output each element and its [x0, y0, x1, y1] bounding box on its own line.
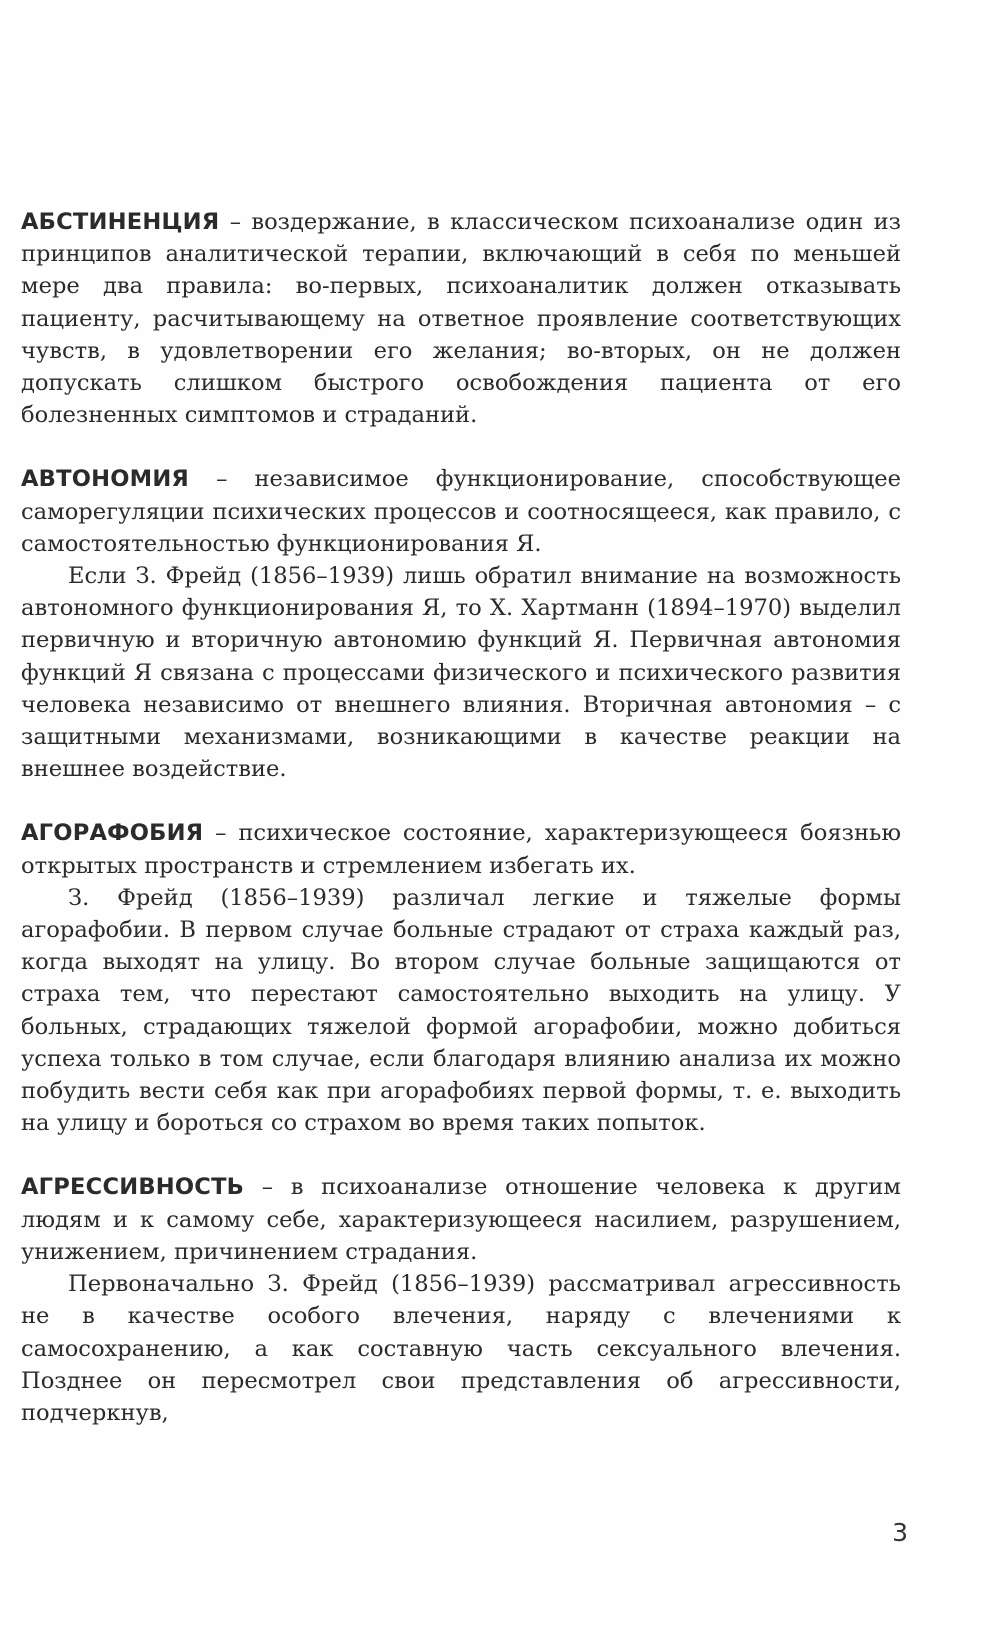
entry-term: АВТОНОМИЯ	[21, 466, 190, 493]
entry-paragraph: Если З. Фрейд (1856–1939) лишь обратил внимание на возможность автономного функционирования Я, то Х. Хартманн (1894–1970) выделил первичную и вторичную автономию функций Я. Первичная автономия функций Я связана с процессами физического и психического развития человека независимо от внешнего влияния. Вторичная автономия – с защитными механизмами, возникающими в качестве реакции на внешнее воздействие.	[21, 563, 901, 783]
entry-autonomy	[21, 463, 901, 785]
dictionary-text	[21, 206, 901, 1461]
definition-text: – в психоанализе отношение человека к другим людям и к самому себе, характеризующееся насилием, разрушением, унижением, причинением страдания.	[21, 1174, 901, 1265]
entry-term: АГРЕССИВНОСТЬ	[21, 1174, 245, 1201]
entry-aggressiveness	[21, 1171, 901, 1429]
definition-text: – воздержание, в классическом психоанализе один из принципов аналитической терапии, включающий в себя по меньшей мере два правила: во-первых, психоаналитик должен отказывать пациенту, расчитывающему на ответное проявление соответствующих чувств, в удовлетворении его желания; во-вторых, он не должен допускать слишком быстрого освобождения пациента от его болезненных симптомов и страданий.	[21, 209, 901, 429]
page-number: 3	[892, 1518, 908, 1547]
entry-definition	[21, 817, 901, 881]
entry-paragraph: Первоначально З. Фрейд (1856–1939) рассматривал агрессивность не в качестве особого влечения, наряду с влечениями к самосохранению, а как составную часть сексуального влечения. Позднее он пересмотрел свои представления об агрессивности, подчеркнув,	[21, 1271, 901, 1426]
entry-term: АГОРАФОБИЯ	[21, 820, 204, 847]
entry-definition	[21, 206, 901, 431]
definition-text: – независимое функционирование, способствующее саморегуляции психических процессов и соотносящееся, как правило, с самостоятельностью функционирования Я.	[21, 466, 901, 557]
definition-text: – психическое состояние, характеризующееся боязнью открытых пространств и стремлением избегать их.	[21, 820, 901, 879]
entry-term: АБСТИНЕНЦИЯ	[21, 209, 220, 235]
entry-abstinence	[21, 206, 901, 431]
entry-definition	[21, 1171, 901, 1268]
entry-paragraph: З. Фрейд (1856–1939) различал легкие и тяжелые формы агорафобии. В первом случае больные страдают от страха каждый раз, когда выходят на улицу. Во втором случае больные защищаются от страха тем, что перестают самостоятельно выходить на улицу. У больных, страдающих тяжелой формой агорафобии, можно добиться успеха только в том случае, если благодаря влиянию анализа их можно побудить вести себя как при агорафобиях первой формы, т. е. выходить на улицу и бороться со страхом во время таких попыток.	[21, 884, 901, 1137]
entry-definition	[21, 463, 901, 560]
entry-agoraphobia	[21, 817, 901, 1139]
